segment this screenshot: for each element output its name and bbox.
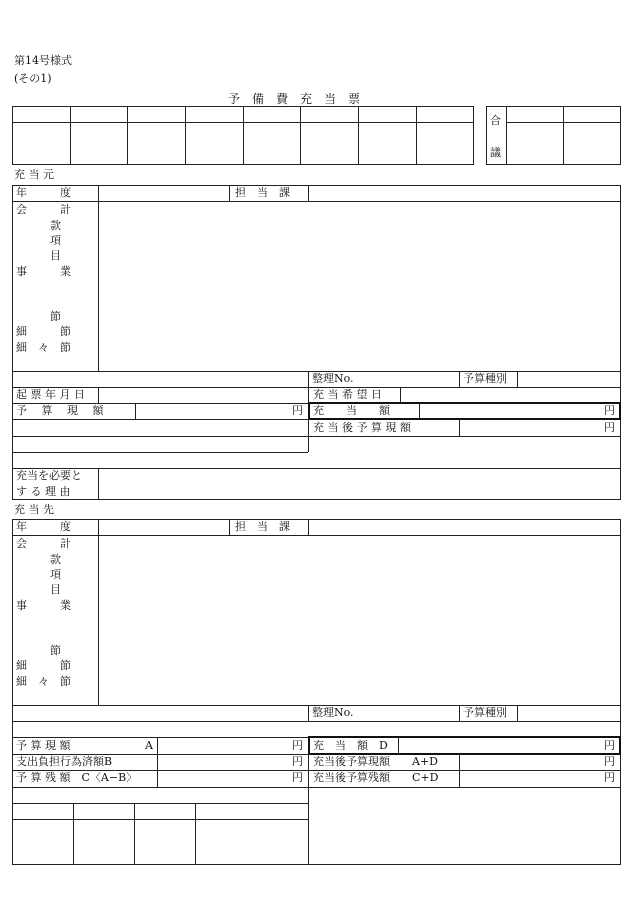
source-seiri-label: 整理No. — [312, 372, 354, 385]
dest-post-budget-label: 充当後予算現額 A+D — [313, 755, 438, 768]
dest-section-label: 充 当 先 — [14, 503, 54, 516]
source-dept-label: 担 当 課 — [235, 186, 290, 199]
source-current-budget-yen: 円 — [292, 404, 303, 417]
source-reason-label-1: 充当を必要と — [16, 469, 82, 482]
source-kou-label: 項 — [50, 234, 61, 247]
source-allocation-label: 充 当 額 — [313, 404, 390, 417]
dest-seiri-label: 整理No. — [312, 706, 354, 719]
source-moku-label: 目 — [50, 249, 61, 262]
dest-committed-label: 支出負担行為済額B — [16, 755, 113, 768]
source-allocation-yen: 円 — [604, 404, 615, 417]
source-saisai-label: 細 々 節 — [16, 341, 71, 354]
source-current-budget-label: 予 算 現 額 — [16, 404, 104, 417]
source-setsu-label: 節 — [50, 310, 61, 323]
dest-moku-label: 目 — [50, 583, 61, 596]
source-kan-label: 款 — [50, 219, 61, 232]
dest-saisai-label: 細 々 節 — [16, 675, 71, 688]
source-budget-type-label: 予算種別 — [463, 372, 507, 385]
dest-post-budget-yen: 円 — [604, 755, 615, 768]
source-saisetsu-label: 細 節 — [16, 325, 71, 338]
dest-budget-a-label: 予 算 現 額 — [16, 739, 71, 752]
dest-saisetsu-label: 細 節 — [16, 659, 71, 672]
dest-remaining-label: 予 算 残 額 C〈A−B〉 — [16, 771, 138, 784]
dest-post-remaining-yen: 円 — [604, 771, 615, 784]
dest-dept-label: 担 当 課 — [235, 520, 290, 533]
source-reason-label-2: す る 理 由 — [16, 485, 71, 498]
source-year-label: 年 度 — [16, 186, 71, 199]
dest-account-label: 会 計 — [16, 537, 71, 550]
dest-post-remaining-label: 充当後予算残額 C+D — [313, 771, 439, 784]
source-account-label: 会 計 — [16, 203, 71, 216]
dest-setsu-label: 節 — [50, 644, 61, 657]
dest-jigyou-label: 事 業 — [16, 599, 71, 612]
dest-remaining-yen: 円 — [292, 771, 303, 784]
approval-label-top: 合 — [490, 114, 501, 127]
dest-allocation-yen: 円 — [604, 739, 615, 752]
dest-allocation-label: 充 当 額 D — [313, 739, 388, 752]
dest-budget-a-code: A — [145, 739, 153, 752]
form-sub: (その1) — [14, 72, 52, 85]
source-draft-date-label: 起 票 年 月 日 — [16, 388, 85, 401]
source-section-label: 充 当 元 — [14, 168, 54, 181]
source-jigyou-label: 事 業 — [16, 265, 71, 278]
dest-budget-a-yen: 円 — [292, 739, 303, 752]
dest-kou-label: 項 — [50, 568, 61, 581]
dest-committed-yen: 円 — [292, 755, 303, 768]
dest-kan-label: 款 — [50, 553, 61, 566]
source-post-budget-yen: 円 — [604, 421, 615, 434]
page-title: 予 備 費 充 当 票 — [228, 92, 361, 106]
dest-year-label: 年 度 — [16, 520, 71, 533]
source-desired-date-label: 充 当 希 望 日 — [313, 388, 382, 401]
form-number: 第14号様式 — [14, 54, 72, 67]
dest-budget-type-label: 予算種別 — [463, 706, 507, 719]
source-post-budget-label: 充 当 後 予 算 現 額 — [313, 421, 411, 434]
approval-label-bottom: 議 — [490, 146, 501, 159]
